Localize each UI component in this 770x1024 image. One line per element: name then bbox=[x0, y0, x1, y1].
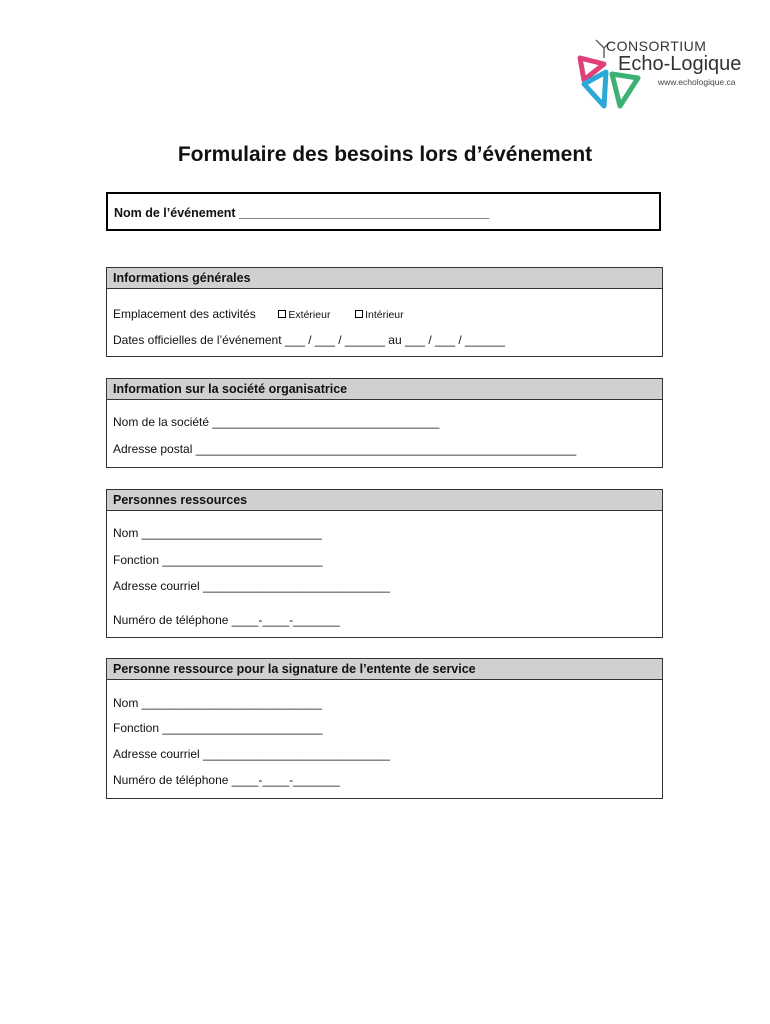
postal-address-field[interactable]: Adresse postal _________________________________________________________ bbox=[113, 442, 577, 456]
resource-name-field[interactable]: Nom ___________________________ bbox=[113, 526, 322, 540]
logo-website: www.echologique.ca bbox=[658, 77, 736, 87]
checkbox-indoor[interactable] bbox=[355, 307, 404, 321]
dates-field[interactable]: Dates officielles de l’événement ___ / ___ / ______ au ___ / ___ / ______ bbox=[113, 333, 506, 347]
signature-email-field[interactable]: Adresse courriel ____________________________ bbox=[113, 747, 390, 761]
signature-phone-field[interactable]: Numéro de téléphone ____-____-_______ bbox=[113, 773, 340, 787]
resource-phone-field[interactable]: Numéro de téléphone ____-____-_______ bbox=[113, 613, 340, 627]
option-outdoor-label: Extérieur bbox=[288, 309, 331, 321]
checkbox-icon bbox=[278, 310, 286, 318]
option-indoor-label: Intérieur bbox=[365, 309, 404, 321]
checkbox-icon bbox=[355, 310, 363, 318]
section-signature-person bbox=[106, 658, 663, 799]
section-organizer-info bbox=[106, 378, 663, 468]
section-header: Personne ressource pour la signature de l’entente de service bbox=[107, 659, 662, 680]
event-name-field[interactable]: Nom de l’événement ____________________________________ bbox=[106, 192, 661, 231]
signature-name-field[interactable]: Nom ___________________________ bbox=[113, 696, 322, 710]
logo-line-consortium: CONSORTIUM bbox=[606, 38, 707, 54]
consortium-logo bbox=[574, 34, 750, 114]
resource-email-field[interactable]: Adresse courriel ____________________________ bbox=[113, 579, 390, 593]
section-header: Information sur la société organisatrice bbox=[107, 379, 662, 400]
page-title: Formulaire des besoins lors d’événement bbox=[177, 143, 593, 166]
location-row bbox=[113, 307, 404, 321]
logo-line-echologique: Echo-Logique bbox=[618, 53, 742, 75]
section-resource-persons bbox=[106, 489, 663, 638]
location-label: Emplacement des activités bbox=[113, 307, 256, 321]
checkbox-outdoor[interactable] bbox=[278, 307, 330, 321]
company-name-field[interactable]: Nom de la société __________________________________ bbox=[113, 415, 440, 429]
resource-function-field[interactable]: Fonction ________________________ bbox=[113, 553, 323, 567]
section-header: Informations générales bbox=[107, 268, 662, 289]
section-general-info bbox=[106, 267, 663, 357]
signature-function-field[interactable]: Fonction ________________________ bbox=[113, 721, 323, 735]
section-header: Personnes ressources bbox=[107, 490, 662, 511]
